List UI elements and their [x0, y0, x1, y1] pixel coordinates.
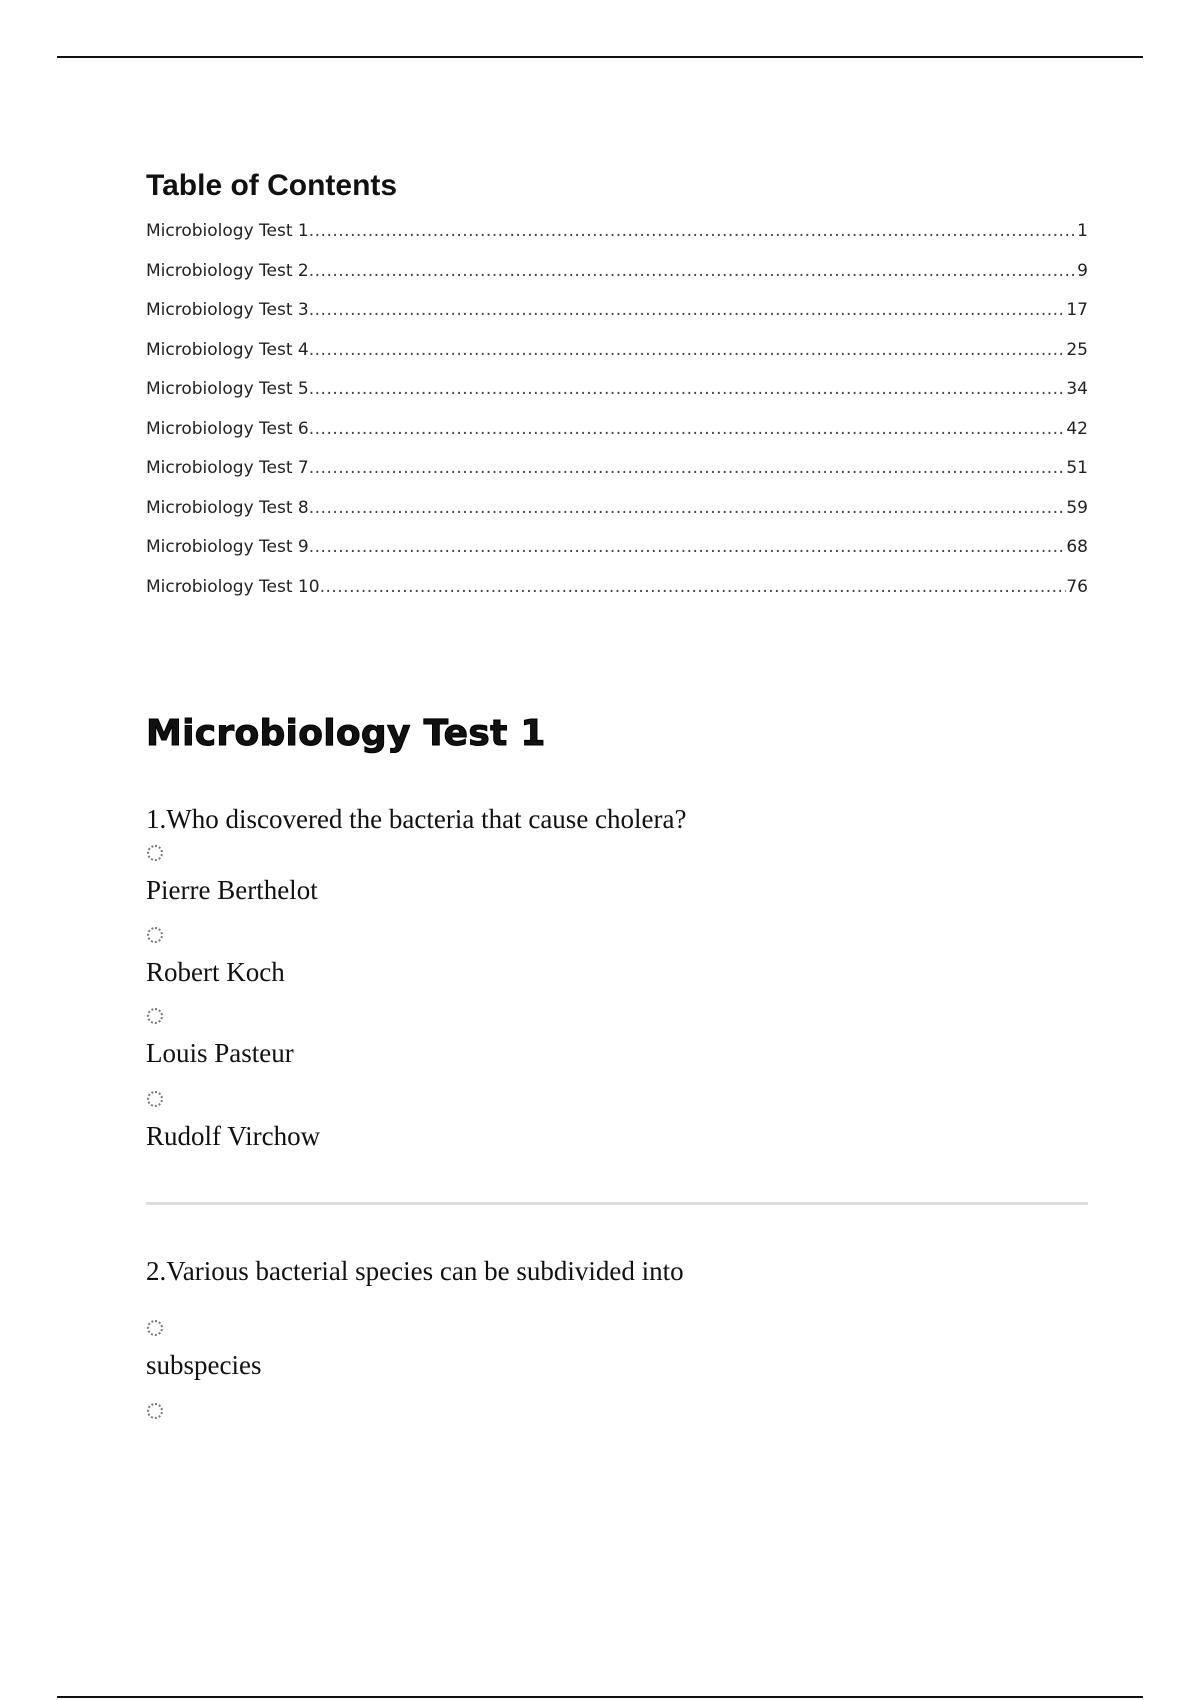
toc-entry-label: Microbiology Test 6	[146, 418, 309, 439]
toc-leader-dots	[309, 340, 1067, 360]
footer-rule	[57, 1696, 1143, 1698]
toc-entry[interactable]	[146, 458, 1088, 498]
toc-entry[interactable]	[146, 419, 1088, 459]
toc-entry-page: 76	[1066, 576, 1088, 597]
toc-entry-label: Microbiology Test 4	[146, 339, 309, 360]
radio-button[interactable]	[147, 845, 163, 861]
radio-button[interactable]	[147, 1320, 163, 1336]
question-1-text: 1.Who discovered the bacteria that cause cholera?	[146, 804, 687, 834]
toc-entry-label: Microbiology Test 7	[146, 458, 309, 478]
toc-entry[interactable]	[146, 340, 1088, 380]
toc-entry[interactable]	[146, 221, 1088, 261]
toc-entry[interactable]	[146, 300, 1088, 340]
header-rule	[57, 56, 1143, 58]
toc-entry-page: 25	[1066, 339, 1088, 360]
toc-title: Table of Contents	[146, 169, 398, 202]
toc-entry-label: Microbiology Test 10	[146, 576, 320, 597]
toc-entry-label: Microbiology Test 5	[146, 379, 309, 399]
toc-leader-dots	[309, 300, 1067, 320]
toc-entry-label: Microbiology Test 8	[146, 497, 309, 518]
answer-option: Robert Koch	[146, 957, 285, 987]
toc-entry-label: Microbiology Test 1	[146, 221, 309, 241]
section-title: Microbiology Test 1	[146, 713, 546, 754]
toc-entry-page: 34	[1066, 379, 1088, 399]
radio-button[interactable]	[147, 1008, 163, 1024]
question-2-text: 2.Various bacterial species can be subdivided into	[146, 1256, 684, 1286]
toc-leader-dots	[320, 577, 1067, 597]
toc-entry-page: 68	[1066, 537, 1088, 557]
toc-entry-label: Microbiology Test 9	[146, 537, 309, 557]
answer-option: Rudolf Virchow	[146, 1121, 321, 1151]
toc-entry[interactable]	[146, 379, 1088, 419]
toc-entry[interactable]	[146, 537, 1088, 577]
toc-entry-page: 42	[1066, 418, 1088, 439]
toc-entry-page: 51	[1066, 458, 1088, 478]
toc-leader-dots	[309, 379, 1067, 399]
toc-entry[interactable]	[146, 498, 1088, 538]
answer-option: Pierre Berthelot	[146, 875, 318, 905]
toc-entry-page: 9	[1077, 260, 1088, 281]
toc-leader-dots	[309, 498, 1067, 518]
toc-entry[interactable]	[146, 577, 1088, 617]
toc-leader-dots	[309, 261, 1077, 281]
toc-leader-dots	[309, 221, 1077, 241]
toc-leader-dots	[309, 458, 1067, 478]
radio-button[interactable]	[147, 1403, 163, 1419]
table-of-contents	[146, 221, 1088, 616]
toc-entry-label: Microbiology Test 3	[146, 300, 309, 320]
toc-entry[interactable]	[146, 261, 1088, 301]
toc-entry-page: 1	[1077, 221, 1088, 241]
toc-leader-dots	[309, 419, 1067, 439]
toc-entry-page: 17	[1066, 300, 1088, 320]
toc-entry-label: Microbiology Test 2	[146, 260, 309, 281]
question-divider	[146, 1202, 1088, 1205]
radio-button[interactable]	[147, 1091, 163, 1107]
radio-button[interactable]	[147, 927, 163, 943]
answer-option: subspecies	[146, 1350, 262, 1380]
toc-entry-page: 59	[1066, 497, 1088, 518]
toc-leader-dots	[309, 537, 1067, 557]
answer-option: Louis Pasteur	[146, 1038, 294, 1068]
